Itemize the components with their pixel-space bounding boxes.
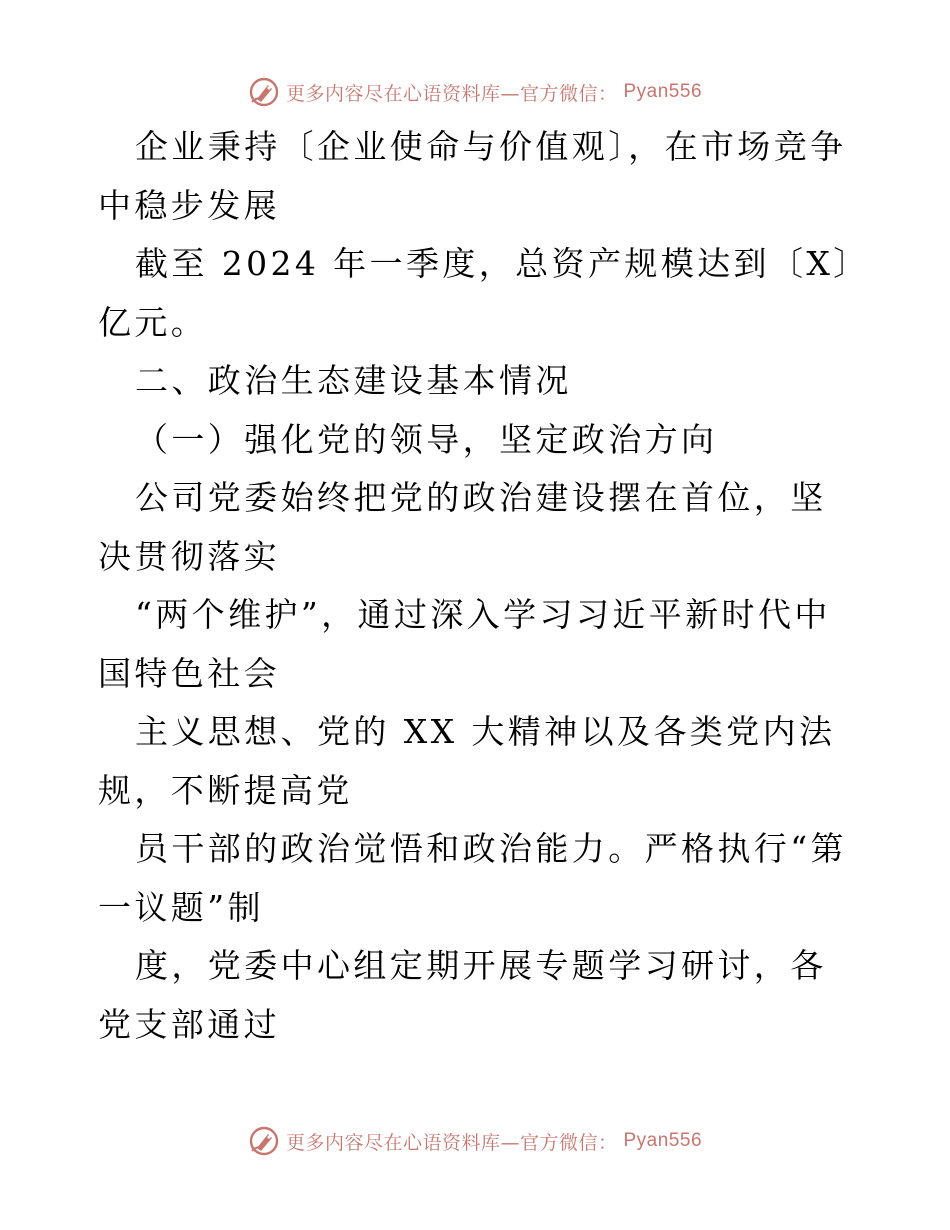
- paragraph: 截至 2024 年一季度，总资产规模达到〔X〕亿元。: [98, 244, 854, 342]
- subsection-heading: （一）强化党的领导，坚定政治方向: [135, 419, 718, 459]
- watermark-wechat-id: Pyan556: [623, 1130, 703, 1151]
- watermark-text: 更多内容尽在心语资料库—官方微信：: [285, 1131, 618, 1154]
- paragraph: “两个维护”，通过深入学习习近平新时代中国特色社会: [98, 595, 831, 693]
- pen-nib-seal-icon: [248, 76, 280, 108]
- pen-nib-seal-icon: [248, 1125, 280, 1157]
- watermark-text: 更多内容尽在心语资料库—官方微信：: [285, 82, 618, 105]
- paragraph: 企业秉持〔企业使命与价值观〕，在市场竞争中稳步发展: [98, 127, 847, 225]
- paragraph: 主义思想、党的 XX 大精神以及各类党内法规，不断提高党: [98, 712, 836, 810]
- section-heading: 二、政治生态建设基本情况: [135, 361, 572, 400]
- paragraph: 度，党委中心组定期开展专题学习研讨，各党支部通过: [98, 946, 827, 1044]
- watermark-wechat-id: Pyan556: [623, 81, 703, 102]
- paragraph: 员干部的政治觉悟和政治能力。严格执行“第一议题”制: [98, 829, 847, 927]
- document-body: [98, 118, 858, 1054]
- footer-watermark: [0, 1121, 950, 1161]
- header-watermark: [0, 72, 950, 112]
- paragraph: 公司党委始终把党的政治建设摆在首位，坚决贯彻落实: [98, 478, 827, 576]
